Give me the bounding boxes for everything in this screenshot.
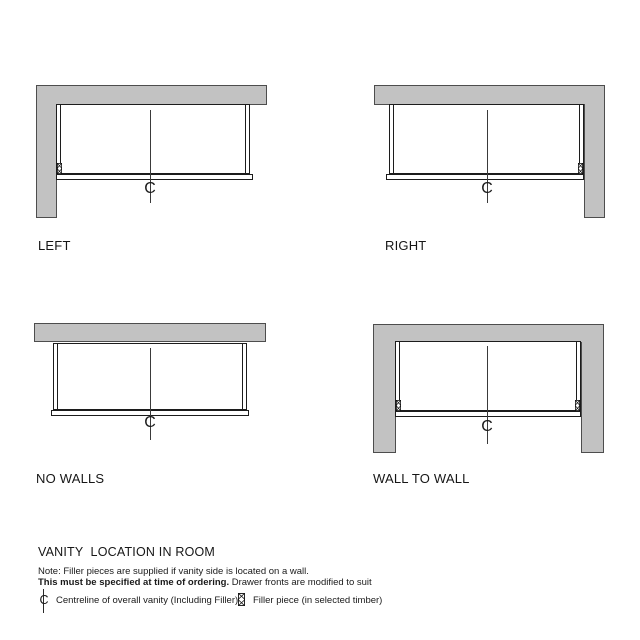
centreline-symbol <box>38 589 50 613</box>
vanity-outline <box>395 341 581 411</box>
note-bold-segment: This must be specified at time of ordering. <box>38 577 230 588</box>
diagram-label-no-walls: NO WALLS <box>36 471 105 486</box>
centreline-symbol: C <box>144 180 156 197</box>
legend-filler-label: Filler piece (in selected timber) <box>253 595 383 606</box>
note-line-2 <box>38 577 372 588</box>
diagram-label-right: RIGHT <box>385 238 427 253</box>
vanity-side-panel-line <box>245 105 246 174</box>
vanity-side-panel-line <box>57 344 58 410</box>
filler-piece-icon <box>238 593 245 606</box>
legend-centreline-label: Centreline of overall vanity (Including Filler) <box>56 595 239 606</box>
centreline-symbol: C <box>481 180 493 197</box>
filler-piece-icon <box>57 163 62 174</box>
centreline-symbol: C <box>144 414 156 431</box>
filler-piece-icon <box>575 400 580 411</box>
vanity-side-panel-line <box>242 344 243 410</box>
centreline-symbol: C <box>481 418 493 435</box>
vanity-outline <box>56 104 250 174</box>
filler-piece-icon <box>396 400 401 411</box>
drawing-title: VANITY LOCATION IN ROOM <box>38 545 216 559</box>
vanity-side-panel-line <box>393 105 394 174</box>
note-line-1: Note: Filler pieces are supplied if vanity side is located on a wall. <box>38 566 309 577</box>
vanity-kickboard <box>395 411 581 417</box>
diagram-label-wall-to-wall: WALL TO WALL <box>373 471 470 486</box>
centreline-glyph: C <box>39 593 49 607</box>
filler-piece-icon <box>578 163 583 174</box>
wall-shape-top-only <box>34 323 266 342</box>
note-regular-segment: Drawer fronts are modified to suit <box>229 577 372 588</box>
diagram-label-left: LEFT <box>38 238 71 253</box>
